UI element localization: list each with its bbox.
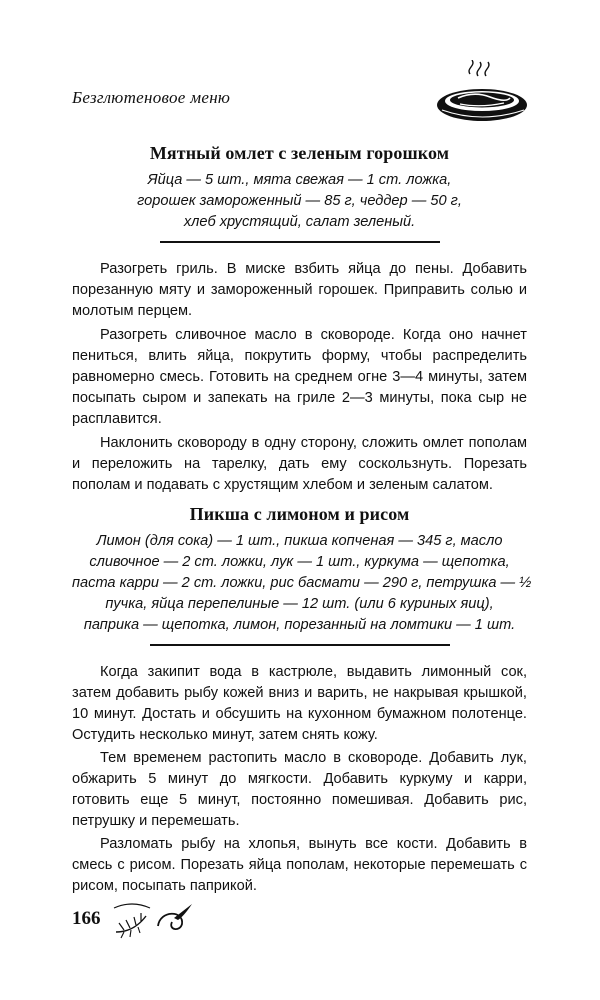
- ingredients-line: паприка — щепотка, лимон, порезанный на ломтики — 1 шт.: [83, 617, 516, 633]
- header-title: Безглютеновое меню: [72, 88, 231, 107]
- recipe-mint-omelette: [72, 142, 527, 496]
- recipe-step: Разломать рыбу на хлопья, вынуть все кости. Добавить в смесь с рисом. Порезать яйца пополам, некоторые перемешать с рисом, посыпать паприкой.: [72, 836, 527, 894]
- recipe-step: Когда закипит вода в кастрюле, выдавить лимонный сок, затем добавить рыбу кожей вниз и варить, не накрывая крышкой, 10 минут. Достать и обсушить на кухонном бумажном полотенце. Остудить несколько минут, затем снять кожу.: [72, 664, 527, 743]
- ingredients-line: горошек замороженный — 85 г, чеддер — 50 г,: [137, 193, 462, 209]
- dish-illustration: [430, 60, 530, 130]
- ingredients-list: [72, 170, 527, 233]
- section-divider: [160, 241, 440, 243]
- ingredients-line: сливочное — 2 ст. ложки, лук — 1 шт., куркума — щепотка,: [89, 554, 510, 570]
- recipe-steps: [72, 662, 527, 897]
- recipe-title: Мятный омлет с зеленым горошком: [149, 143, 450, 163]
- ingredients-line: хлеб хрустящий, салат зеленый.: [183, 214, 416, 230]
- ingredients-line: пучка, яйца перепелиные — 12 шт. (или 6 куриных яиц),: [105, 596, 494, 612]
- recipe-haddock-lemon-rice: [72, 503, 532, 897]
- ingredients-line: паста карри — 2 ст. ложки, рис басмати — 290 г, петрушка — ½: [72, 575, 532, 591]
- recipe-step: Разогреть гриль. В миске взбить яйца до пены. Добавить порезанную мяту и замороженный горошек. Приправить солью и молотым перцем.: [72, 261, 527, 319]
- recipe-step: Наклонить сковороду в одну сторону, сложить омлет пополам и переложить на тарелку, дать ему соскользнуть. Порезать пополам и подавать с хрустящим хлебом и зеленым салатом.: [72, 435, 527, 493]
- ingredients-line: Лимон (для сока) — 1 шт., пикша копченая — 345 г, масло: [96, 533, 503, 549]
- ingredients-line: Яйца — 5 шт., мята свежая — 1 ст. ложка,: [147, 172, 452, 188]
- floral-ornament-icon: [112, 898, 194, 940]
- recipe-step: Разогреть сливочное масло в сковороде. Когда оно начнет пениться, влить яйца, покрутить форму, чтобы распределить равномерно смесь. Готовить на среднем огне 3—4 минуты, затем посыпать сыром и запекать на гриле 2—3 минуты, пока сыр не расплавится.: [72, 327, 527, 427]
- page-number: 166: [72, 908, 101, 929]
- recipe-steps: [72, 259, 527, 496]
- recipe-title: Пикша с лимоном и рисом: [189, 504, 410, 524]
- recipe-step: Тем временем растопить масло в сковороде. Добавить лук, обжарить 5 минут до мягкости. Добавить куркуму и карри, готовить еще 5 минут, постоянно помешивая. Добавить рис, петрушку и перемешать.: [72, 750, 527, 829]
- ingredients-list: [72, 531, 532, 636]
- section-divider: [150, 644, 450, 646]
